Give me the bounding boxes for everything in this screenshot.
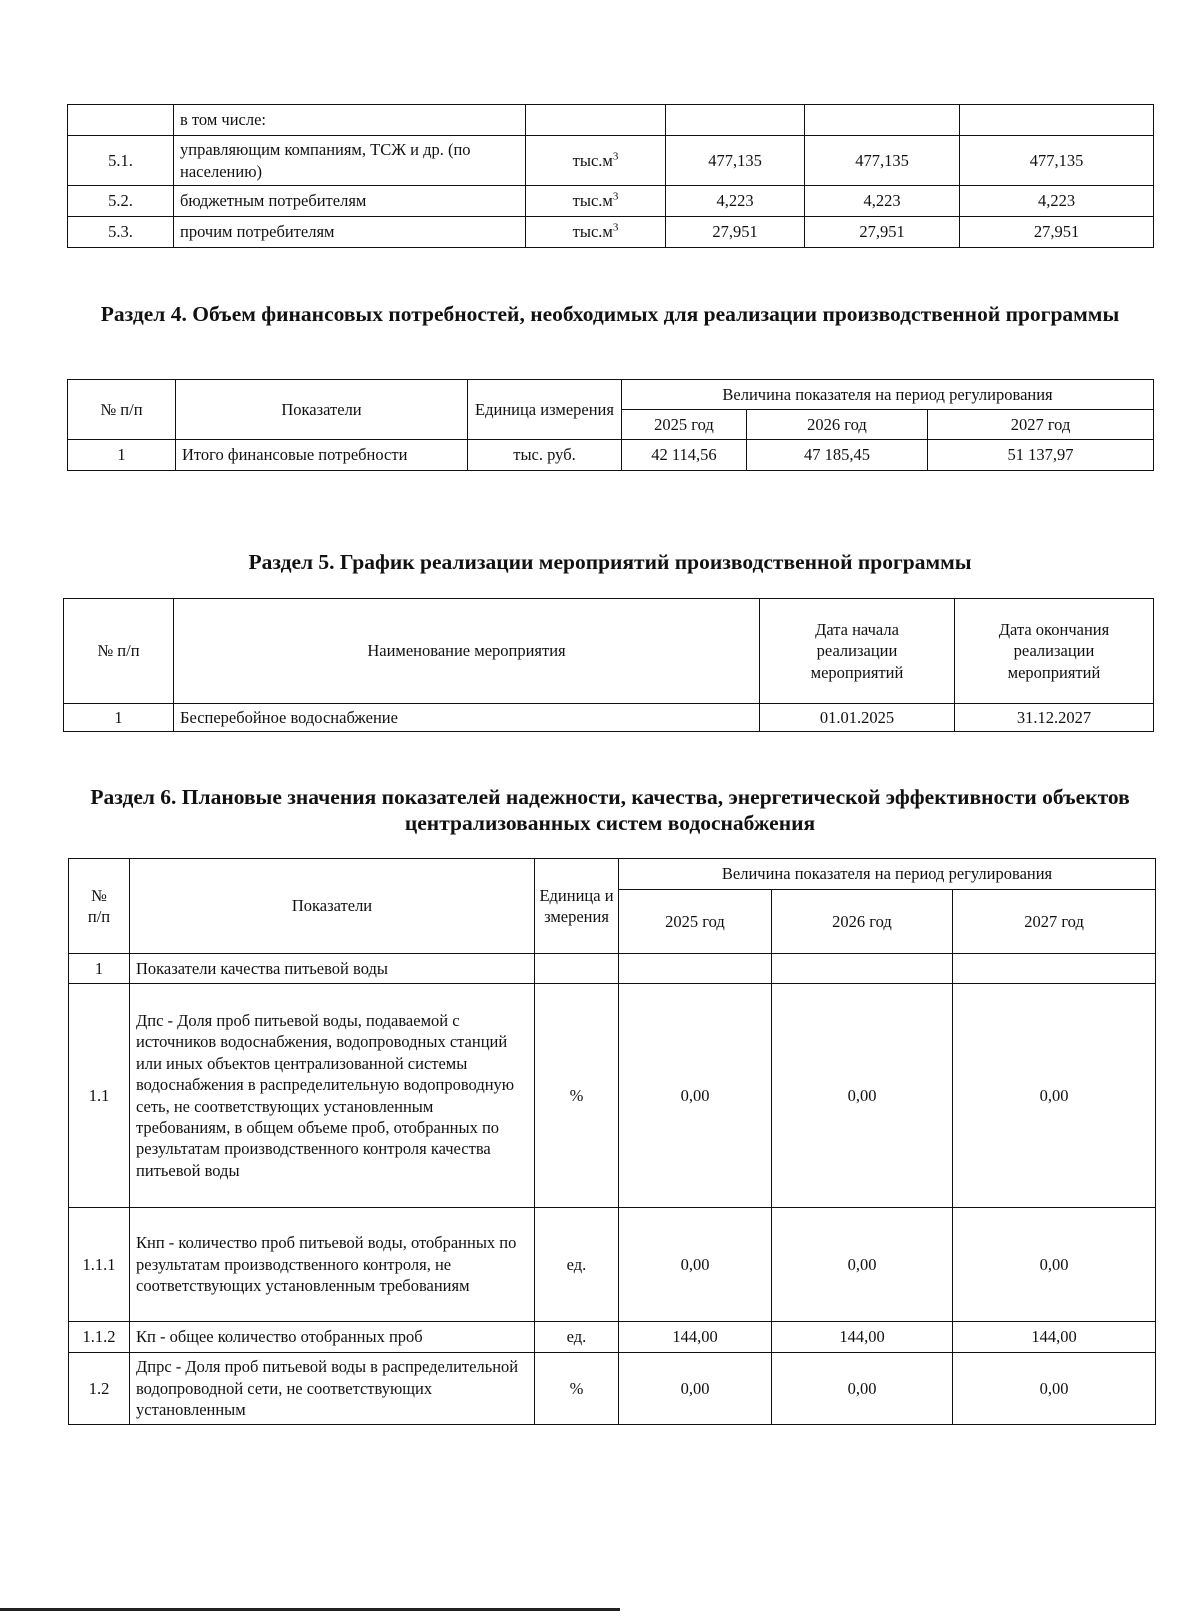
- value-2027: [960, 105, 1154, 136]
- value-2027: [953, 954, 1156, 984]
- value-2025: 477,135: [666, 136, 805, 186]
- row-number: 1.1.1: [69, 1208, 130, 1322]
- section4-title: Раздел 4. Объем финансовых потребностей, необходимых для реализации производственной программы: [100, 302, 1120, 326]
- row-name: бюджетным потребителям: [174, 186, 526, 217]
- start-date: 01.01.2025: [760, 704, 955, 732]
- row-name: прочим потребителям: [174, 217, 526, 248]
- end-date: 31.12.2027: [955, 704, 1154, 732]
- value-2026: 27,951: [805, 217, 960, 248]
- row-unit: [526, 136, 666, 186]
- value-2025: 0,00: [619, 1208, 772, 1322]
- value-2027: 27,951: [960, 217, 1154, 248]
- header-start-date: Дата начала реализации мероприятий: [760, 599, 955, 704]
- row-unit: [526, 105, 666, 136]
- row-unit: [526, 217, 666, 248]
- row-number: 5.1.: [68, 136, 174, 186]
- table-row: [68, 186, 1154, 217]
- table-row: [64, 704, 1154, 732]
- header-2027: 2027 год: [928, 410, 1154, 440]
- value-2025: 0,00: [619, 1353, 772, 1425]
- header-unit: Единица измерения: [468, 380, 622, 440]
- header-row: [68, 380, 1154, 410]
- row-name: Кнп - количество проб питьевой воды, отобранных по результатам производственного контроля, не соответствующих установленным требованиям: [130, 1208, 535, 1322]
- row-name: Дпрс - Доля проб питьевой воды в распределительной водопроводной сети, не соответствующих установленным: [130, 1353, 535, 1425]
- value-2025: [619, 954, 772, 984]
- value-2027: 477,135: [960, 136, 1154, 186]
- header-name: Наименование мероприятия: [174, 599, 760, 704]
- row-name: управляющим компаниям, ТСЖ и др. (по населению): [174, 136, 526, 186]
- row-name: Итого финансовые потребности: [176, 440, 468, 471]
- unit-text: тыс.м: [572, 150, 613, 170]
- header-period: Величина показателя на период регулирования: [622, 380, 1154, 410]
- value-2025: 0,00: [619, 984, 772, 1208]
- row-name: Бесперебойное водоснабжение: [174, 704, 760, 732]
- header-num: № п/п: [68, 380, 176, 440]
- table-row: [69, 1322, 1156, 1353]
- financial-needs-table: [67, 379, 1154, 471]
- header-num: № п/п: [69, 859, 130, 954]
- table-row: [68, 217, 1154, 248]
- value-2027: 4,223: [960, 186, 1154, 217]
- header-indicator: Показатели: [176, 380, 468, 440]
- section5-title: Раздел 5. График реализации мероприятий производственной программы: [248, 550, 972, 574]
- header-row: [69, 859, 1156, 890]
- row-unit: ед.: [535, 1322, 619, 1353]
- header-2025: 2025 год: [619, 890, 772, 954]
- row-unit: [526, 186, 666, 217]
- header-2026: 2026 год: [772, 890, 953, 954]
- section6-title: Раздел 6. Плановые значения показателей надежности, качества, энергетической эффективности объектов централизованных систем водоснабжения: [90, 785, 1130, 835]
- table-row: [68, 105, 1154, 136]
- header-2026: 2026 год: [747, 410, 928, 440]
- unit-superscript: 3: [612, 190, 619, 203]
- value-2025: 42 114,56: [622, 440, 747, 471]
- value-2026: [772, 954, 953, 984]
- row-number: 1.1: [69, 984, 130, 1208]
- unit-superscript: 3: [612, 221, 619, 234]
- unit-text: тыс.м: [572, 222, 613, 242]
- row-unit: %: [535, 984, 619, 1208]
- row-unit: [535, 954, 619, 984]
- value-2027: 144,00: [953, 1322, 1156, 1353]
- table-row: [68, 440, 1154, 471]
- value-2026: 144,00: [772, 1322, 953, 1353]
- value-2026: 4,223: [805, 186, 960, 217]
- row-number: 1: [69, 954, 130, 984]
- row-name: Показатели качества питьевой воды: [130, 954, 535, 984]
- row-number: 5.2.: [68, 186, 174, 217]
- row-number: 1.2: [69, 1353, 130, 1425]
- row-name: Дпс - Доля проб питьевой воды, подаваемой с источников водоснабжения, водопроводных станций или иных объектов централизованной системы водоснабжения в распределительную водопроводную сеть, не соответствующих установленным требованиям, в общем объеме проб, отобранных по результатам производственного контроля качества питьевой воды: [130, 984, 535, 1208]
- header-indicator: Показатели: [130, 859, 535, 954]
- value-2027: 51 137,97: [928, 440, 1154, 471]
- row-number: 5.3.: [68, 217, 174, 248]
- header-end-date: Дата окончания реализации мероприятий: [955, 599, 1154, 704]
- row-number: [68, 105, 174, 136]
- row-unit: %: [535, 1353, 619, 1425]
- unit-text: тыс.м: [572, 191, 613, 211]
- value-2026: 0,00: [772, 1208, 953, 1322]
- consumers-table: [67, 104, 1154, 248]
- header-2027: 2027 год: [953, 890, 1156, 954]
- value-2025: 27,951: [666, 217, 805, 248]
- row-name: в том числе:: [174, 105, 526, 136]
- table-row: [69, 954, 1156, 984]
- value-2025: [666, 105, 805, 136]
- value-2026: [805, 105, 960, 136]
- table-row: [69, 1208, 1156, 1322]
- header-unit: Единица измерения: [535, 859, 619, 954]
- table-row: [69, 984, 1156, 1208]
- table-row: [68, 136, 1154, 186]
- header-num: № п/п: [64, 599, 174, 704]
- value-2026: 477,135: [805, 136, 960, 186]
- row-number: 1: [64, 704, 174, 732]
- schedule-table: [63, 598, 1154, 732]
- row-number: 1: [68, 440, 176, 471]
- value-2025: 144,00: [619, 1322, 772, 1353]
- unit-superscript: 3: [612, 150, 619, 163]
- header-row: [64, 599, 1154, 704]
- row-name: Кп - общее количество отобранных проб: [130, 1322, 535, 1353]
- row-number: 1.1.2: [69, 1322, 130, 1353]
- value-2026: 47 185,45: [747, 440, 928, 471]
- row-unit: тыс. руб.: [468, 440, 622, 471]
- header-period: Величина показателя на период регулирования: [619, 859, 1156, 890]
- value-2025: 4,223: [666, 186, 805, 217]
- page-edge-line: [0, 1608, 620, 1611]
- value-2027: 0,00: [953, 1208, 1156, 1322]
- quality-indicators-table: [68, 858, 1156, 1425]
- row-unit: ед.: [535, 1208, 619, 1322]
- table-row: [69, 1353, 1156, 1425]
- value-2027: 0,00: [953, 1353, 1156, 1425]
- value-2026: 0,00: [772, 984, 953, 1208]
- value-2026: 0,00: [772, 1353, 953, 1425]
- header-2025: 2025 год: [622, 410, 747, 440]
- value-2027: 0,00: [953, 984, 1156, 1208]
